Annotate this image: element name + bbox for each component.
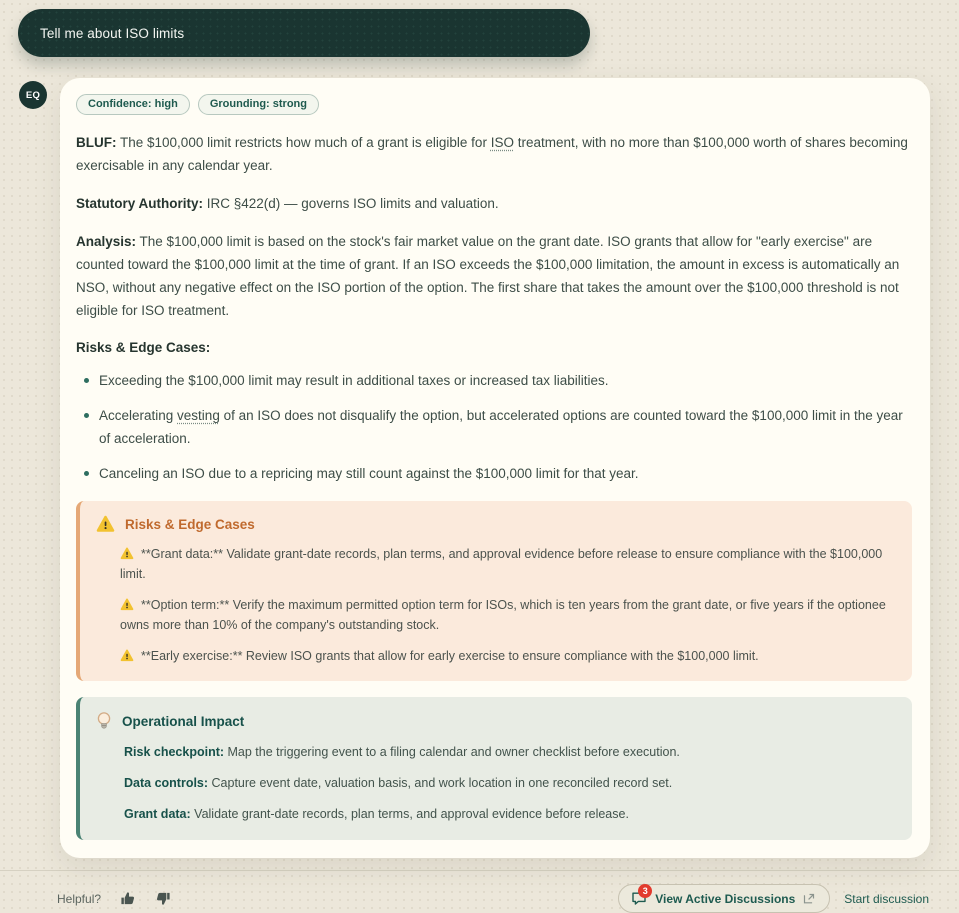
list-item: Accelerating vesting of an ISO does not disqualify the option, but accelerated options are counted toward the $100,000 limit in the year of acceleration. (82, 404, 912, 450)
thumbs-up-button[interactable] (118, 889, 137, 908)
risks-callout-title: Risks & Edge Cases (125, 516, 255, 532)
warning-item: **Early exercise:** Review ISO grants that allow for early exercise to ensure compliance with the $100,000 limit. (120, 646, 896, 666)
impact-callout-box (76, 697, 912, 840)
grounding-badge: Grounding: strong (198, 94, 319, 115)
start-discussion-link[interactable]: Start discussion (844, 891, 929, 906)
glossary-term-vesting[interactable]: vesting (177, 408, 220, 423)
statutory-paragraph: Statutory Authority: IRC §422(d) — governs ISO limits and valuation. (76, 196, 499, 211)
view-discussions-button[interactable]: 3 View Active Discussions (618, 884, 830, 913)
impact-callout-title: Operational Impact (122, 713, 245, 729)
badge-row (76, 94, 912, 115)
risks-bullet-list (82, 369, 912, 485)
warning-item: **Option term:** Verify the maximum permitted option term for ISOs, which is ten years from the grant date, or five years if the optionee owns more than 10% of the company's outstanding stock. (120, 598, 886, 632)
thumbs-down-button[interactable] (154, 889, 173, 908)
external-link-icon (803, 893, 815, 905)
discussion-count-badge: 3 (638, 884, 652, 898)
footer-bar (57, 884, 929, 913)
thumbs-down-icon (156, 891, 171, 906)
assistant-response-row (19, 78, 930, 858)
avatar: EQ (19, 81, 47, 109)
impact-line: Grant data: Validate grant-date records, plan terms, and approval evidence before release. (124, 807, 629, 821)
helpful-label: Helpful? (57, 891, 102, 906)
impact-callout-heading (96, 711, 896, 731)
warning-item: **Grant data:** Validate grant-date records, plan terms, and approval evidence before release to ensure compliance with the $100,000 limit. (120, 547, 883, 581)
chat-bubble-icon (631, 886, 648, 906)
impact-line: Risk checkpoint: Map the triggering event to a filing calendar and owner checklist before execution. (124, 745, 680, 759)
analysis-label: Analysis: (76, 234, 137, 249)
response-card (60, 78, 930, 858)
footer-divider (0, 870, 959, 871)
confidence-badge: Confidence: high (76, 94, 190, 115)
user-message-bubble (18, 9, 590, 57)
bluf-paragraph: BLUF: The $100,000 limit restricts how much of a grant is eligible for ISO treatment, with no more than $100,000 worth of shares becoming exercisable in any calendar year. (76, 135, 908, 173)
statutory-label: Statutory Authority: (76, 196, 203, 211)
warning-icon (120, 598, 134, 611)
risks-callout-box (76, 501, 912, 681)
list-item: Exceeding the $100,000 limit may result in additional taxes or increased tax liabilities. (82, 369, 912, 392)
glossary-term-iso[interactable]: ISO (490, 135, 514, 150)
risks-callout-heading (96, 515, 896, 533)
warning-icon (96, 515, 115, 533)
user-message-text: Tell me about ISO limits (40, 25, 185, 41)
thumbs-up-icon (120, 891, 135, 906)
bluf-label: BLUF: (76, 135, 117, 150)
warning-icon (120, 547, 134, 560)
lightbulb-icon (96, 711, 112, 731)
risks-section-heading: Risks & Edge Cases: (76, 340, 211, 355)
analysis-paragraph: Analysis: The $100,000 limit is based on the stock's fair market value on the grant date. ISO grants that allow for "early exercise" are counted toward the $100,000 limit at the time of grant. If an ISO exceeds the $100,000 limitation, the amount in excess is automatically an NSO, without any negative effect on the ISO portion of the option. The first share that takes the amount over the $100,000 threshold is not eligible for ISO treatment. (76, 234, 900, 318)
list-item: Canceling an ISO due to a repricing may still count against the $100,000 limit for that year. (82, 462, 912, 485)
footer-actions (618, 884, 929, 913)
warning-icon (120, 649, 134, 662)
impact-line: Data controls: Capture event date, valuation basis, and work location in one reconciled record set. (124, 776, 673, 790)
